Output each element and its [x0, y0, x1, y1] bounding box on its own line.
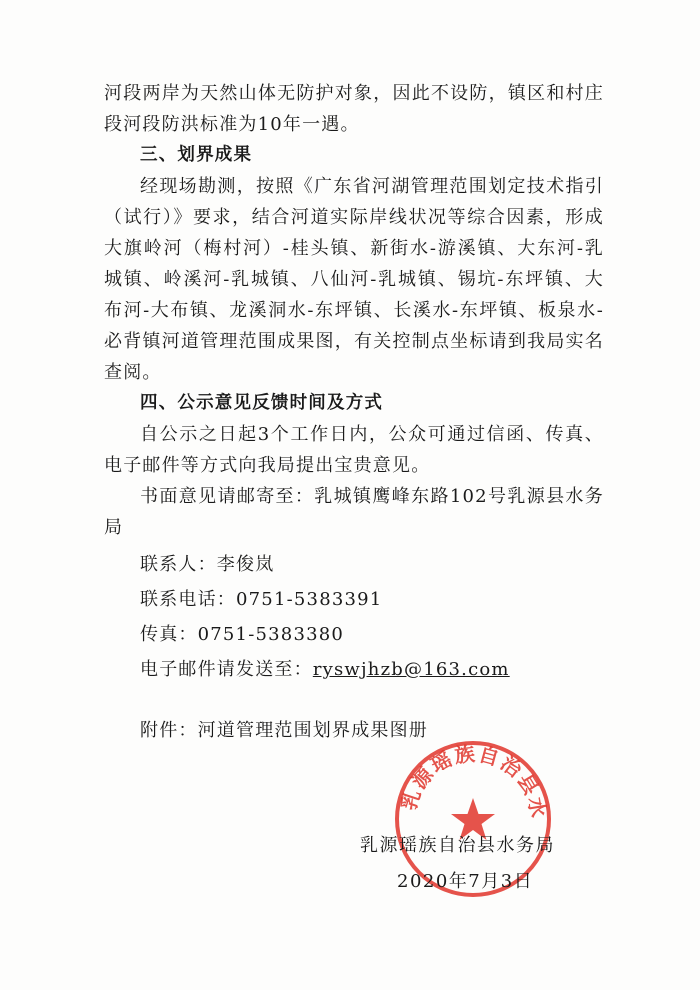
document-body: [104, 78, 604, 746]
contact-person: 联系人：李俊岚: [140, 554, 275, 575]
mail-address: 书面意见请邮寄至：乳城镇鹰峰东路102号乳源县水务局: [104, 486, 604, 538]
email-label: 电子邮件请发送至：: [140, 659, 313, 680]
section-4-heading: 四、公示意见反馈时间及方式: [140, 393, 384, 413]
attachment-line: 附件：河道管理范围划界成果图册: [140, 720, 428, 741]
section-4-paragraph: 自公示之日起3个工作日内，公众可通过信函、传真、电子邮件等方式向我局提出宝贵意见。: [104, 424, 604, 476]
email-link[interactable]: ryswjhzb@163.com: [312, 659, 510, 680]
issuer-signature: 乳源瑶族自治县水务局: [360, 835, 555, 856]
email-line: [104, 654, 604, 685]
section-3-heading: 三、划界成果: [140, 145, 253, 165]
issue-date: 2020年7月3日: [397, 871, 534, 892]
continuation-paragraph: 河段两岸为天然山体无防护对象，因此不设防，镇区和村庄段河段防洪标准为10年一遇。: [104, 83, 604, 135]
seal-text: 乳源瑶族自治县水: [396, 741, 551, 822]
section-3-paragraph: 经现场勘测，按照《广东省河湖管理范围划定技术指引（试行）》要求，结合河道实际岸线状况等综合因素，形成大旗岭河（梅村河）-桂头镇、新街水-游溪镇、大东河-乳城镇、岭溪河-乳城镇、八仙河-乳城镇、锡坑-东坪镇、大布河-大布镇、龙溪洞水-东坪镇、长溪水-东坪镇、板泉水-必背镇河道管理范围成果图，有关控制点坐标请到我局实名查阅。: [104, 176, 604, 383]
contact-phone: 联系电话：0751-5383391: [140, 589, 383, 610]
fax-number: 传真：0751-5383380: [140, 624, 345, 645]
